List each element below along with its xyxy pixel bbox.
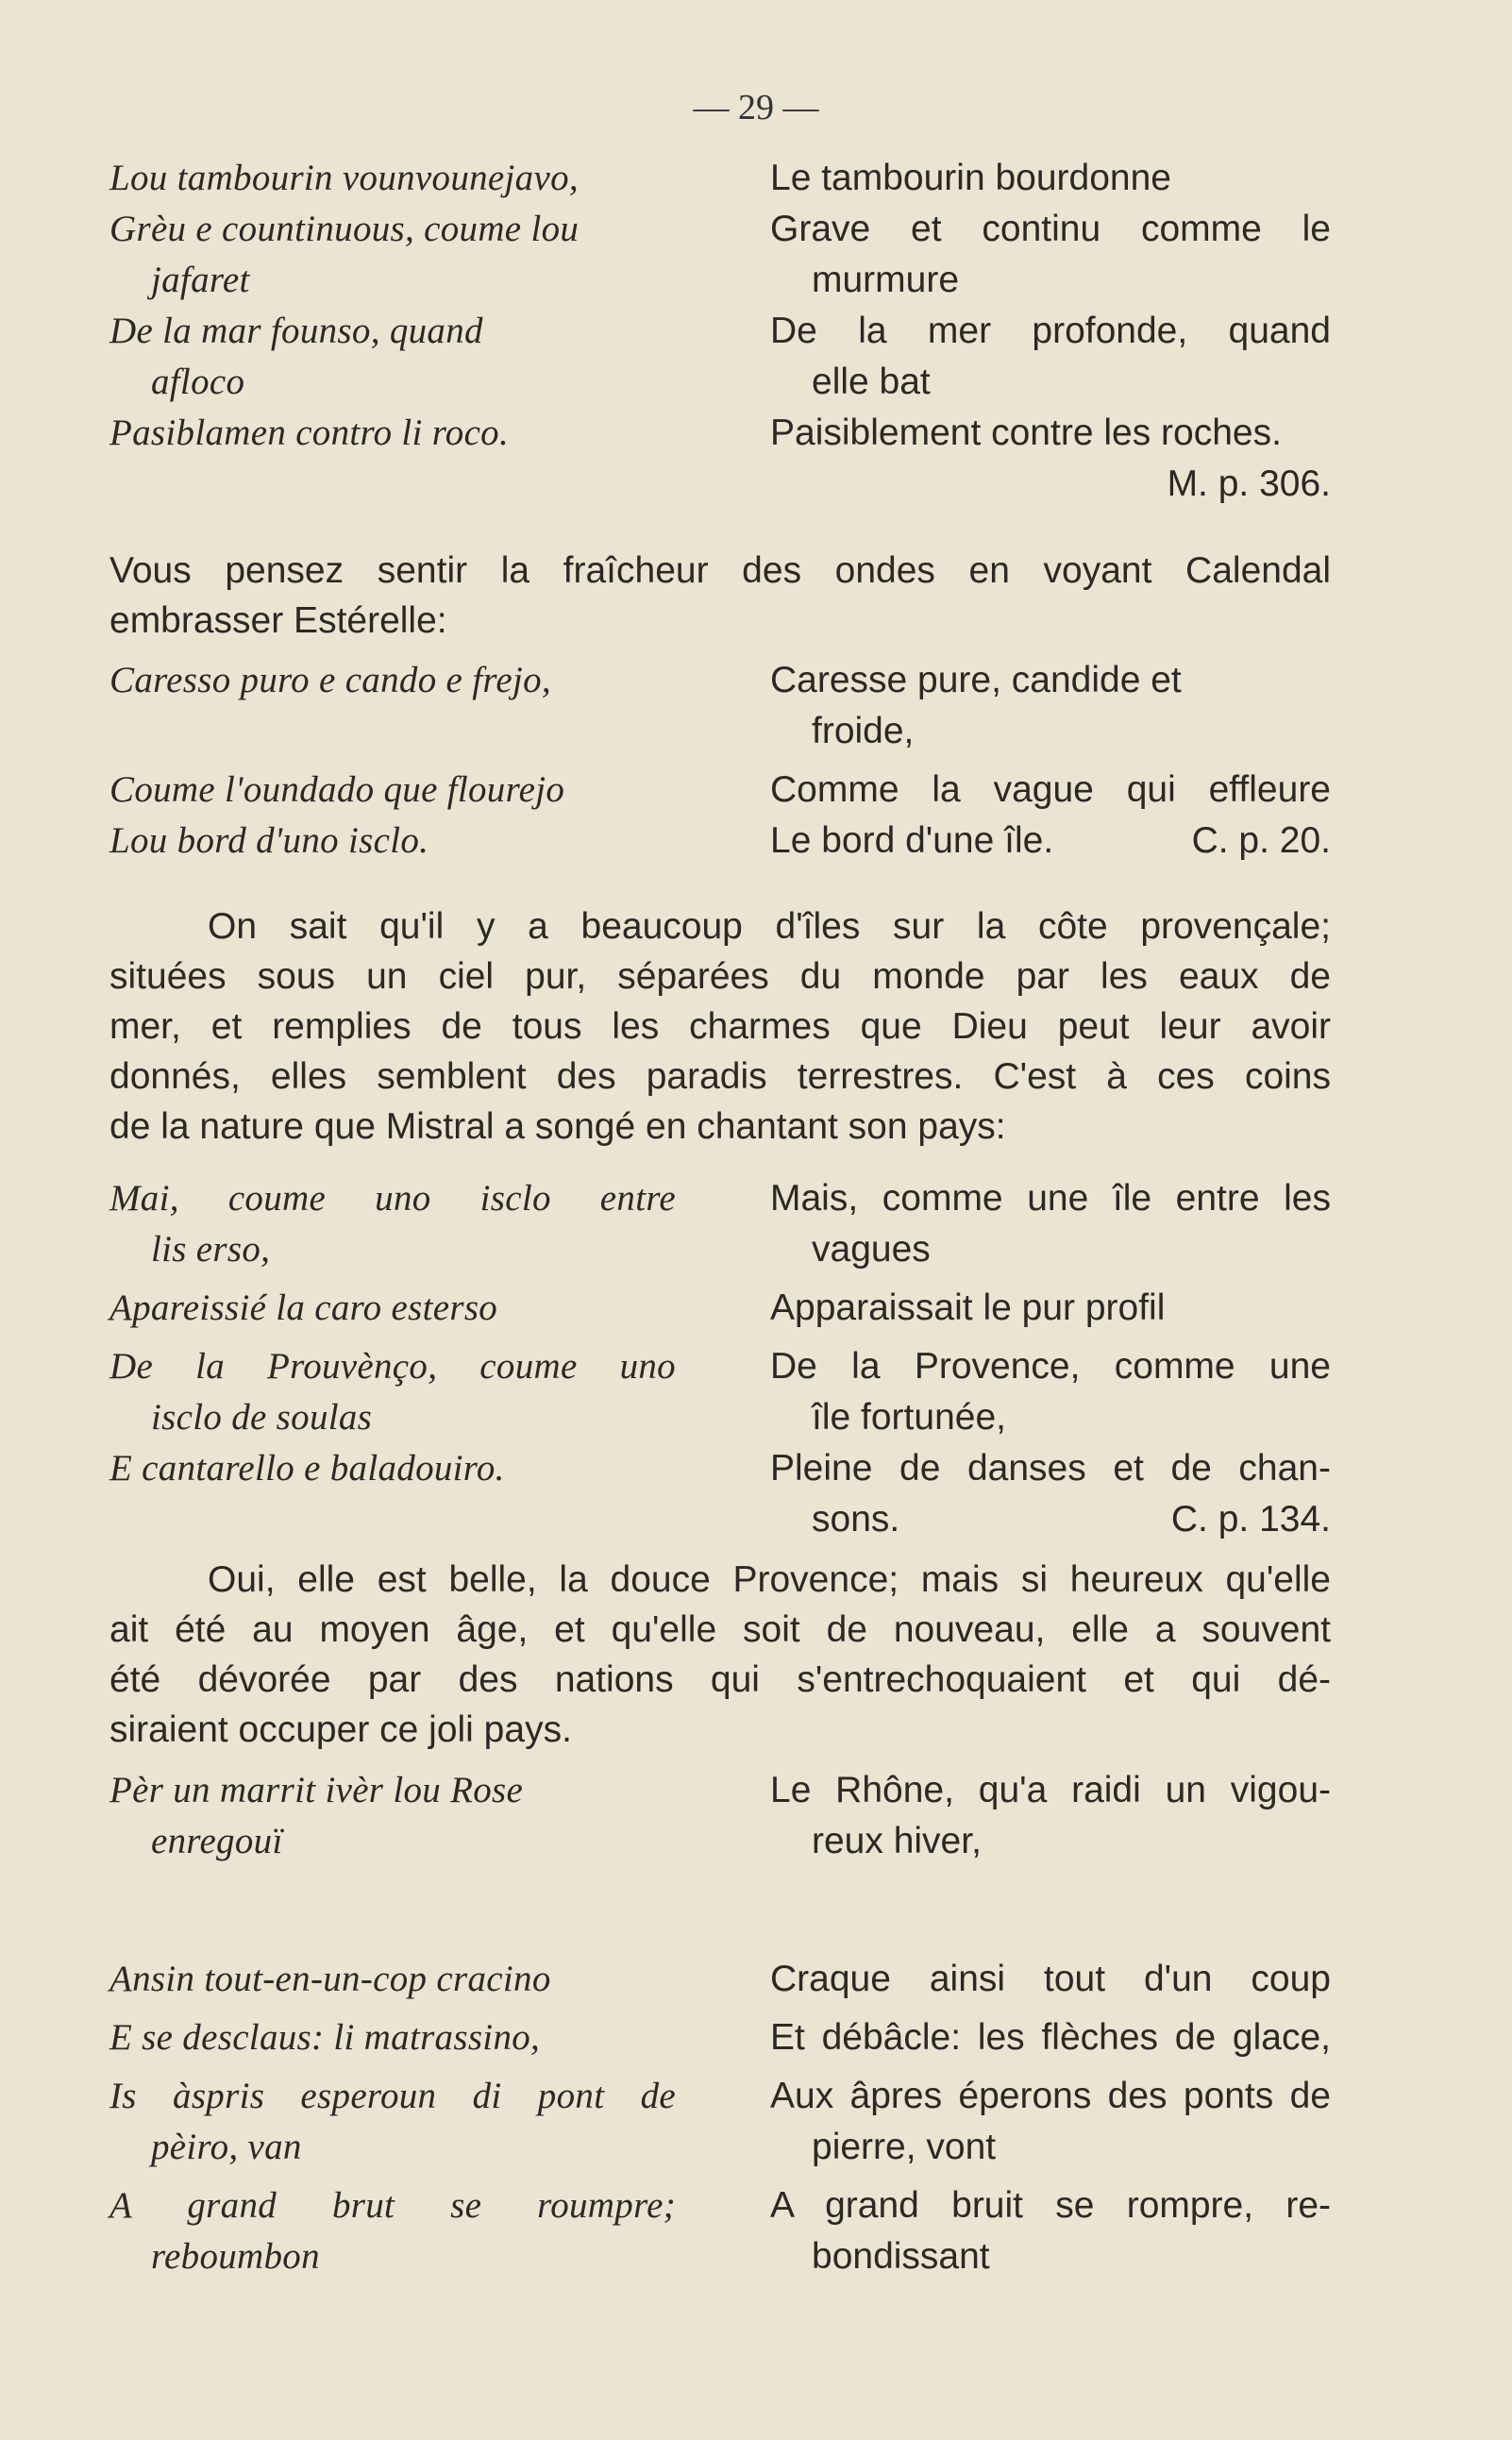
verse-line: Pèr un marrit ivèr lou Rose: [109, 1770, 524, 1810]
translation-line: Le tambourin bourdonne: [770, 158, 1171, 198]
source-reference: C. p. 20.: [1191, 820, 1331, 861]
source-reference: M. p. 306.: [1167, 463, 1331, 504]
french-translation-1: [770, 153, 1331, 510]
verse-line: Grèu e countinuous, coume lou: [109, 209, 580, 249]
translation-line: pierre, vont: [812, 2127, 997, 2167]
translation-line: Et débâcle: les flèches de glace,: [770, 2017, 1331, 2058]
verse-line: Pasiblamen contro li roco.: [109, 412, 510, 453]
verse-line: E cantarello e baladouiro.: [109, 1448, 505, 1489]
prose-line: été dévorée par des nations qui s'entrechoquaient et qui dé-: [109, 1659, 1331, 1700]
verse-line: De la mar founso, quand: [109, 311, 483, 351]
verse-line: Is àspris esperoun di pont de: [109, 2076, 676, 2116]
prose-line: On sait qu'il y a beaucoup d'îles sur la côte provençale;: [208, 906, 1331, 947]
verse-line: afloco: [151, 362, 245, 402]
french-translation-2: [770, 655, 1331, 867]
translation-line: île fortunée,: [812, 1397, 1006, 1438]
provencal-verse-1: [109, 153, 676, 459]
prose-line: mer, et remplies de tous les charmes que Dieu peut leur avoir: [109, 1006, 1331, 1047]
translation-line: De la mer profonde, quand: [770, 311, 1331, 351]
verse-line: E se desclaus: li matrassino,: [109, 2017, 541, 2058]
source-reference: C. p. 134.: [1170, 1499, 1331, 1540]
verse-line: pèiro, van: [151, 2127, 302, 2167]
prose-line: situées sous un ciel pur, séparées du monde par les eaux de: [109, 956, 1331, 997]
prose-paragraph-2: [109, 901, 1331, 1152]
translation-line: sons.: [812, 1499, 900, 1540]
translation-line: Craque ainsi tout d'un coup: [770, 1959, 1331, 1999]
french-translation-3: [770, 1173, 1331, 1545]
translation-line: De la Provence, comme une: [770, 1346, 1331, 1387]
verse-line: Caresso puro e cando e frejo,: [109, 660, 551, 700]
prose-line: Vous pensez sentir la fraîcheur des ondes en voyant Calendal: [109, 550, 1331, 591]
translation-line: froide,: [812, 711, 915, 751]
verse-line: De la Prouvènço, coume uno: [109, 1346, 676, 1387]
verse-line: isclo de soulas: [151, 1397, 373, 1438]
translation-line: Aux âpres éperons des ponts de: [770, 2076, 1331, 2116]
translation-line: Le Rhône, qu'a raidi un vigou-: [770, 1770, 1331, 1810]
translation-line: reux hiver,: [812, 1821, 982, 1861]
provencal-verse-2: [109, 655, 676, 867]
translation-line: Le bord d'une île.: [770, 820, 1054, 861]
translation-line: vagues: [812, 1229, 931, 1270]
provencal-verse-3: [109, 1173, 676, 1494]
verse-line: enregouï: [151, 1821, 283, 1861]
translation-line: Caresse pure, candide et: [770, 660, 1182, 700]
verse-line: Mai, coume uno isclo entre: [109, 1178, 676, 1219]
provencal-verse-5: [109, 1954, 676, 2282]
prose-line: de la nature que Mistral a songé en chantant son pays:: [109, 1106, 1006, 1147]
prose-line: ait été au moyen âge, et qu'elle soit de nouveau, elle a souvent: [109, 1609, 1331, 1650]
translation-line: bondissant: [812, 2236, 990, 2277]
verse-line: Lou bord d'uno isclo.: [109, 820, 429, 861]
prose-line: donnés, elles semblent des paradis terrestres. C'est à ces coins: [109, 1056, 1331, 1097]
provencal-verse-4: [109, 1765, 676, 1867]
translation-line: Grave et continu comme le: [770, 209, 1331, 249]
translation-line: Pleine de danses et de chan-: [770, 1448, 1331, 1489]
french-translation-4: [770, 1765, 1331, 1867]
verse-line: Coume l'oundado que flourejo: [109, 769, 565, 810]
translation-line: A grand bruit se rompre, re-: [770, 2185, 1331, 2226]
verse-line: lis erso,: [151, 1229, 271, 1270]
prose-line: embrasser Estérelle:: [109, 600, 447, 641]
verse-line: Apareissié la caro esterso: [109, 1287, 498, 1328]
translation-line: Mais, comme une île entre les: [770, 1178, 1331, 1219]
prose-line: Oui, elle est belle, la douce Provence; mais si heureux qu'elle: [208, 1559, 1331, 1600]
prose-line: siraient occuper ce joli pays.: [109, 1709, 572, 1750]
prose-paragraph-3: [109, 1555, 1331, 1755]
prose-paragraph-1: [109, 546, 1331, 646]
verse-line: A grand brut se roumpre;: [109, 2185, 676, 2226]
verse-line: reboumbon: [151, 2236, 320, 2277]
page-number: — 29 —: [693, 88, 819, 127]
verse-line: Lou tambourin vounvounejavo,: [109, 158, 579, 198]
translation-line: Paisiblement contre les roches.: [770, 412, 1282, 453]
french-translation-5: [770, 1954, 1331, 2282]
verse-line: Ansin tout-en-un-cop cracino: [109, 1959, 551, 1999]
translation-line: Comme la vague qui effleure: [770, 769, 1331, 810]
translation-line: murmure: [812, 260, 960, 300]
translation-line: elle bat: [812, 362, 931, 402]
translation-line: Apparaissait le pur profil: [770, 1287, 1166, 1328]
verse-line: jafaret: [151, 260, 250, 300]
